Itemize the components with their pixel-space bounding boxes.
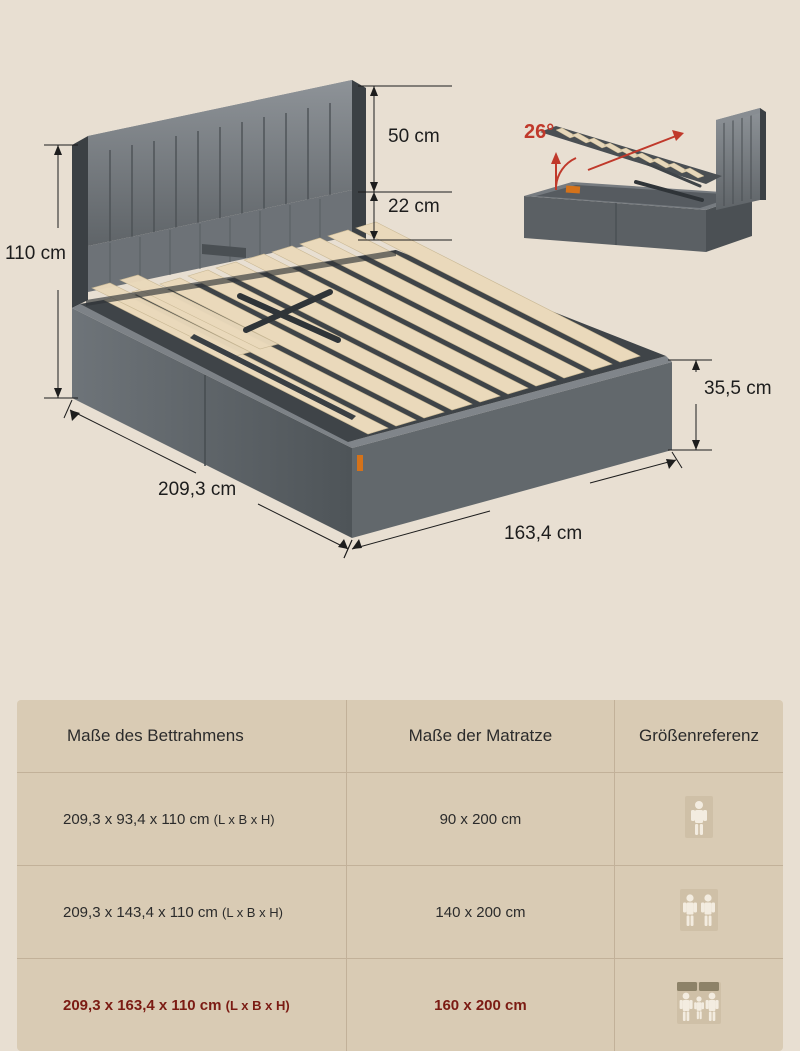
- cell-size-reference: [614, 773, 783, 866]
- dimension-label-headboard-lower: 22 cm: [388, 196, 440, 218]
- dimension-label-headboard-upper: 50 cm: [388, 126, 440, 148]
- table-header-row: [17, 700, 783, 773]
- two-person-icon: [677, 887, 721, 933]
- frame-size-value: 209,3 x 93,4 x 110 cm: [63, 811, 209, 828]
- frame-size-value: 209,3 x 163,4 x 110 cm: [63, 997, 221, 1014]
- header-mattress-dimensions: Maße der Matratze: [346, 700, 614, 773]
- cell-mattress-dimensions: 90 x 200 cm: [346, 773, 614, 866]
- table-row-selected: [17, 959, 783, 1051]
- dimension-label-length: 209,3 cm: [158, 479, 236, 501]
- main-bed-illustration: [72, 80, 672, 538]
- table-row: [17, 773, 783, 866]
- table-row: [17, 866, 783, 959]
- size-specification-table: [17, 700, 783, 1051]
- frame-size-suffix: (L x B x H): [214, 812, 275, 827]
- frame-size-value: 209,3 x 143,4 x 110 cm: [63, 904, 218, 921]
- two-person-child-icon: [674, 980, 724, 1026]
- one-person-icon: [682, 794, 716, 840]
- lift-up-inset-illustration: [524, 108, 766, 252]
- header-frame-dimensions: Maße des Bettrahmens: [17, 700, 346, 773]
- cell-mattress-dimensions: 160 x 200 cm: [346, 959, 614, 1051]
- cell-mattress-dimensions: 140 x 200 cm: [346, 866, 614, 959]
- dimension-label-frame-height: 35,5 cm: [704, 378, 772, 400]
- dimension-label-width: 163,4 cm: [504, 523, 582, 545]
- frame-size-suffix: (L x B x H): [226, 998, 290, 1013]
- angle-label: 26°: [524, 121, 554, 144]
- cell-frame-dimensions: [17, 959, 346, 1051]
- cell-frame-dimensions: [17, 866, 346, 959]
- header-size-reference: Größenreferenz: [614, 700, 783, 773]
- cell-size-reference: [614, 866, 783, 959]
- dimension-label-total-height: 110 cm: [5, 243, 66, 265]
- cell-frame-dimensions: [17, 773, 346, 866]
- frame-size-suffix: (L x B x H): [222, 905, 283, 920]
- cell-size-reference: [614, 959, 783, 1051]
